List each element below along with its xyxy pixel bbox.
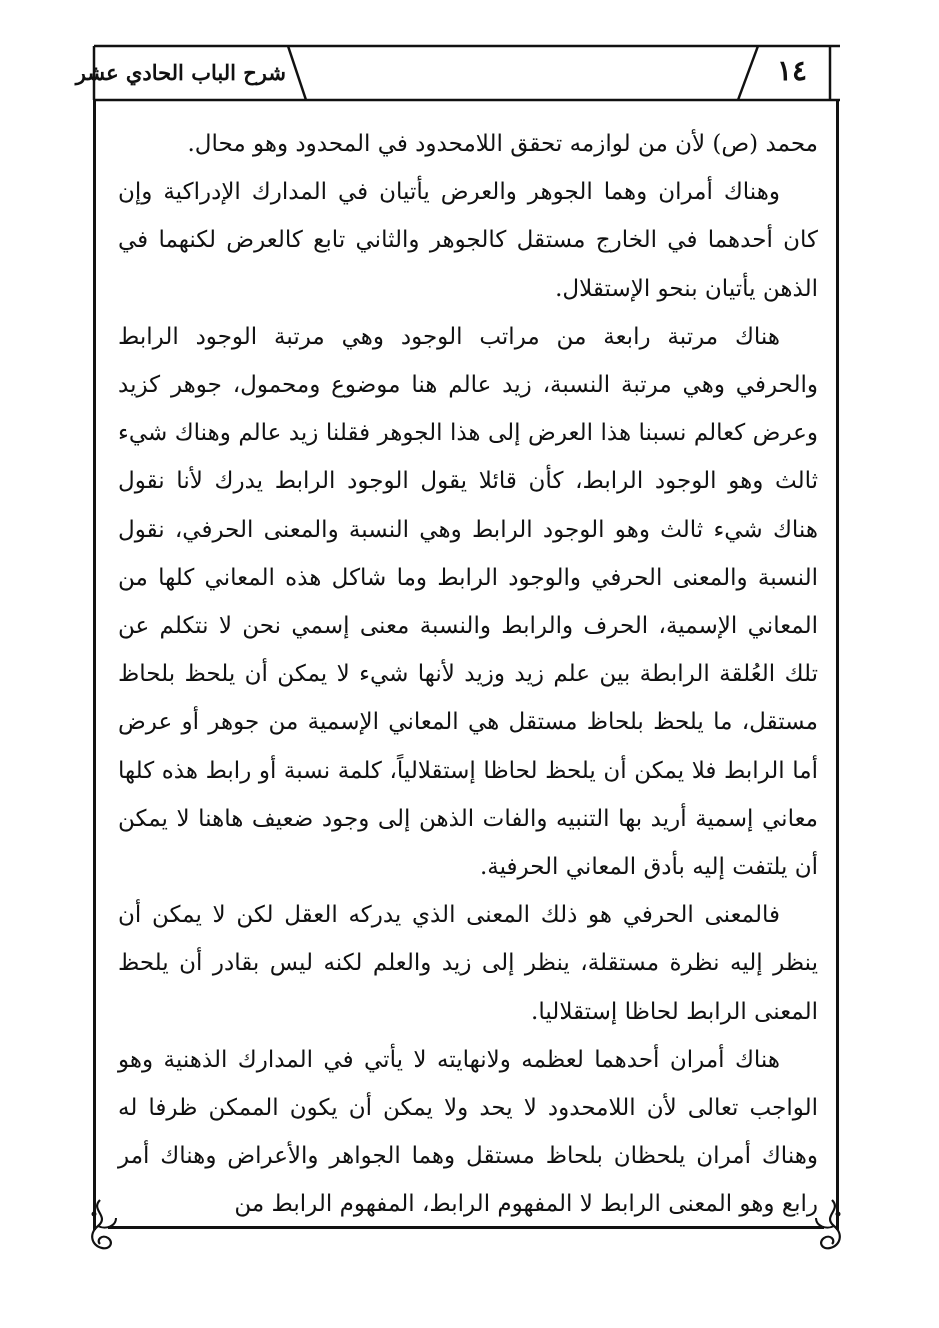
paragraph-2: وهناك أمران وهما الجوهر والعرض يأتيان في المدارك الإدراكية وإن كان أحدهما في الخارج مستقل كالجوهر والثاني تابع كالعرض لكنهما في الذهن يأتيان بنحو الإستقلال. (118, 179, 818, 302)
corner-ornament-right-icon (812, 1196, 852, 1256)
page-body (118, 120, 818, 1229)
page-number: ١٤ (776, 54, 808, 87)
corner-ornament-left-icon (80, 1196, 120, 1256)
running-title: شرح الباب الحادي عشر (75, 60, 286, 85)
paragraph-5: هناك أمران أحدهما لعظمه ولانهايته لا يأتي في المدارك الذهنية وهو الواجب تعالى لأن اللامحدود لا يحد ولا يمكن أن يكون الممكن ظرفا له وهناك أمران يلحظان بلحاظ مستقل وهما الجواهر والأعراض وهناك أمر رابع وهو المعنى الرابط لا المفهوم الرابط، المفهوم الرابط من (118, 1046, 818, 1218)
paragraph-4: فالمعنى الحرفي هو ذلك المعنى الذي يدركه العقل لكن لا يمكن أن ينظر إليه نظرة مستقلة، ينظر إلى زيد والعلم لكنه ليس بقادر أن يلحظ المعنى الرابط لحاظا إستقلاليا. (118, 902, 818, 1025)
page-header (75, 38, 846, 108)
paragraph-1: محمد (ص) لأن من لوازمه تحقق اللامحدود في المحدود وهو محال. (187, 131, 818, 157)
paragraph-3: هناك مرتبة رابعة من مراتب الوجود وهي مرتبة الوجود الرابط والحرفي وهي مرتبة النسبة، زيد عالم هنا موضوع ومحمول، جوهر كزيد وعرض كعالم نسبنا هذا العرض إلى هذا الجوهر فقلنا زيد عالم وهناك شيء ثالث وهو الوجود الرابط، كأن قائلا يقول الوجود الرابط يدرك لأنا نقول هناك شيء ثالث وهو الوجود الرابط وهي النسبة والمعنى الحرفي، نقول النسبة والمعنى الحرفي والوجود الرابط وما شاكل هذه المعاني كلها من المعاني الإسمية، الحرف والرابط والنسبة معنى إسمي نحن لا نتكلم عن تلك العُلقة الرابطة بين علم زيد وزيد لأنها شيء لا يمكن أن يلحظ بلحاظ مستقل، ما يلحظ بلحاظ مستقل هي المعاني الإسمية من جوهر أو عرض أما الرابط فلا يمكن أن يلحظ لحاظا إستقلالياً، كلمة نسبة أو رابط هذه كلها معاني إسمية أريد بها التنبيه والفات الذهن إلى وجود ضعيف هاهنا لا يمكن أن يلتفت إليه بأدق المعاني الحرفية. (118, 323, 818, 881)
